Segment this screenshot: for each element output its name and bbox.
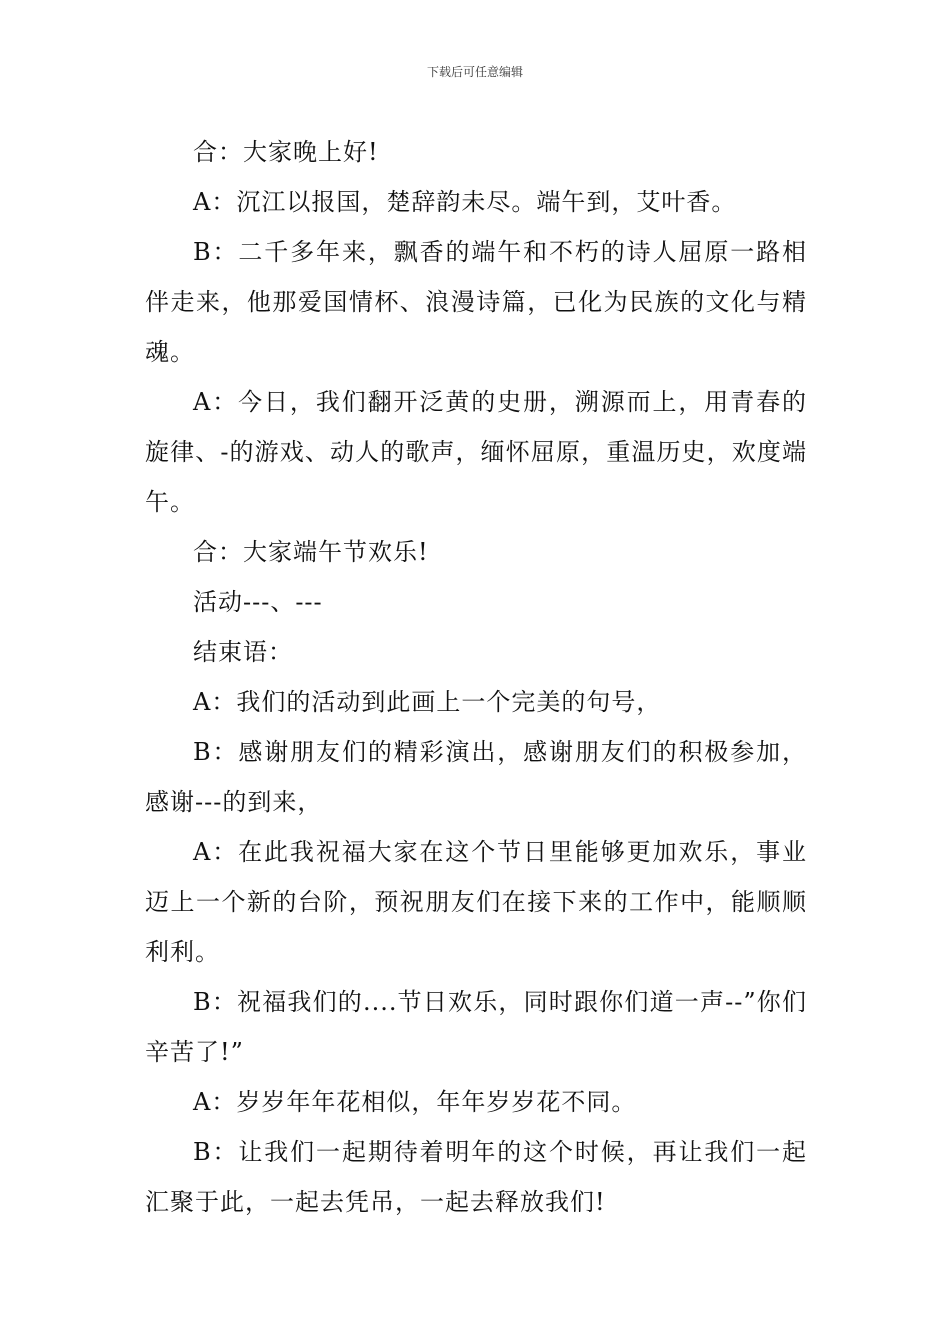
page-header: 下载后可任意编辑 xyxy=(426,65,523,79)
paragraph-a-closing: A：我们的活动到此画上一个完美的句号， xyxy=(193,688,662,716)
paragraph-a-wishes: A：在此我祝福大家在这个节日里能够更加欢乐，事业迈上一个新的台阶，预祝朋友们在接下来的工作中，能顺顺利利。 xyxy=(145,838,807,966)
paragraph-a-poem: A：岁岁年年花相似，年年岁岁花不同。 xyxy=(193,1088,637,1116)
paragraph-b-history: B：二千多年来，飘香的端午和不朽的诗人屈原一路相伴走来，他那爱国情杯、浪漫诗篇，已化为民族的文化与精魂。 xyxy=(145,238,807,366)
paragraph-b-blessing: B：祝福我们的....节日欢乐，同时跟你们道一声--”你们辛苦了!” xyxy=(145,988,807,1066)
document-body xyxy=(145,127,807,1227)
paragraph-a-today: A：今日，我们翻开泛黄的史册，溯源而上，用青春的旋律、-的游戏、动人的歌声，缅怀屈原，重温历史，欢度端午。 xyxy=(145,388,807,516)
paragraph-closing-title: 结束语： xyxy=(193,638,293,666)
paragraph-b-thanks: B：感谢朋友们的精彩演出，感谢朋友们的积极参加，感谢---的到来， xyxy=(145,738,807,816)
paragraph-b-farewell: B：让我们一起期待着明年的这个时候，再让我们一起汇聚于此，一起去凭吊，一起去释放我们! xyxy=(145,1138,807,1216)
paragraph-greeting: 合：大家晚上好! xyxy=(193,138,379,166)
paragraph-a-opening: A：沉江以报国，楚辞韵未尽。端午到，艾叶香。 xyxy=(193,188,737,216)
paragraph-activity: 活动---、--- xyxy=(193,588,323,616)
paragraph-holiday-greeting: 合：大家端午节欢乐! xyxy=(193,538,429,566)
